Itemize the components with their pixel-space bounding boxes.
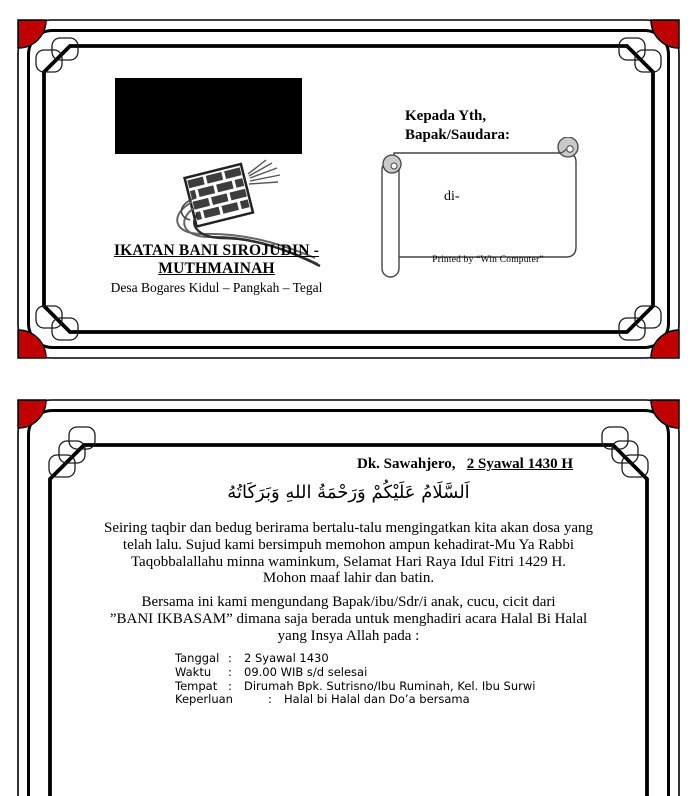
detail-value: 2 Syawal 1430: [244, 652, 329, 666]
detail-colon: :: [228, 680, 244, 694]
detail-row-tempat: [175, 680, 645, 694]
arabic-greeting: اَلسَّلَامُ عَلَيْكُمْ وَرَحْمَةُ اللهِ وَبَرَكَاتُهُ: [14, 480, 683, 506]
detail-value: Halal bi Halal dan Do’a bersama: [284, 693, 470, 707]
organization-name-line1: IKATAN BANI SIROJUDIN -: [69, 242, 364, 260]
paragraph-line: Seiring taqbir dan bedug berirama bertalu-talu mengingatkan kita akan dosa yang: [44, 520, 653, 537]
red-corner-icons: [18, 400, 679, 428]
paragraph-line: Bersama ini kami mengundang Bapak/ibu/Sdr/i anak, cucu, cicit dari: [44, 594, 653, 611]
paragraph-line: Taqobbalallahu minna waminkum, Selamat Hari Raya Idul Fitri 1429 H.: [44, 554, 653, 571]
invitation-paragraph: [44, 594, 653, 644]
dateline-date: 2 Syawal 1430 H: [467, 456, 573, 472]
event-details-list: [175, 652, 645, 707]
ketupat-strands-top: [248, 160, 280, 184]
organization-name-line2: MUTHMAINAH: [69, 260, 364, 278]
paragraph-line: telah lalu. Sujud kami bersimpuh memohon ampun kehadirat-Mu Ya Rabbi: [44, 537, 653, 554]
detail-colon: :: [268, 693, 284, 707]
di-label: di-: [444, 189, 460, 205]
paragraph-line: yang Insya Allah pada :: [44, 628, 653, 645]
invitation-content-card: [14, 396, 683, 796]
recipient-line2: Bapak/Saudara:: [405, 126, 510, 145]
dateline: [357, 456, 573, 473]
printed-by-note: Printed by “Win Computer”: [398, 255, 578, 265]
opening-paragraph: [44, 520, 653, 587]
detail-colon: :: [228, 652, 244, 666]
recipient-line1: Kepada Yth,: [405, 107, 510, 126]
organization-block: [69, 242, 364, 296]
redacted-photo-block: [115, 78, 302, 154]
detail-colon: :: [228, 666, 244, 680]
dateline-place: Dk. Sawahjero,: [357, 456, 455, 472]
detail-value: Dirumah Bpk. Sutrisno/Ibu Ruminah, Kel. Ibu Surwi: [244, 680, 535, 694]
paragraph-line: Mohon maaf lahir dan batin.: [44, 570, 653, 587]
detail-row-tanggal: [175, 652, 645, 666]
paragraph-line: ”BANI IKBASAM” dimana saja berada untuk menghadiri acara Halal Bi Halal: [44, 611, 653, 628]
invitation-front-card: [14, 16, 683, 362]
detail-row-waktu: [175, 666, 645, 680]
detail-label: Keperluan: [175, 693, 268, 707]
detail-value: 09.00 WIB s/d selesai: [244, 666, 367, 680]
organization-address: Desa Bogares Kidul – Pangkah – Tegal: [69, 280, 364, 296]
detail-label: Waktu: [175, 666, 228, 680]
address-scroll: [378, 137, 598, 292]
detail-row-keperluan: [175, 693, 645, 707]
scroll-icon: [378, 137, 598, 292]
detail-label: Tanggal: [175, 652, 228, 666]
detail-label: Tempat: [175, 680, 228, 694]
